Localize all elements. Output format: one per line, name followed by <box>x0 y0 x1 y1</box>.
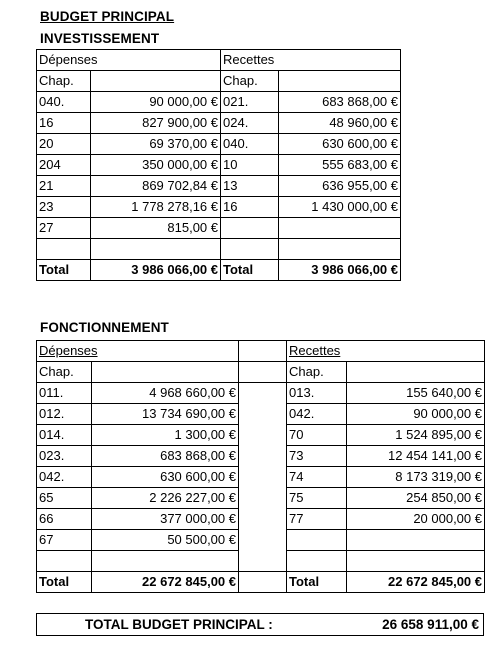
depense-chapter: 042. <box>37 467 92 488</box>
total-label: Total <box>37 260 91 281</box>
recette-amount: 1 430 000,00 € <box>279 197 401 218</box>
spacer-cell <box>239 425 287 446</box>
spacer-cell <box>239 509 287 530</box>
chap-header: Chap. <box>37 362 92 383</box>
table-row <box>37 197 401 218</box>
depense-chapter: 011. <box>37 383 92 404</box>
total-label: Total <box>37 572 92 593</box>
section-title-investissement: INVESTISSEMENT <box>40 31 160 46</box>
recette-amount: 254 850,00 € <box>347 488 485 509</box>
recette-amount <box>279 218 401 239</box>
depense-amount: 1 300,00 € <box>92 425 239 446</box>
recettes-header: Recettes <box>221 50 401 71</box>
depense-chapter: 012. <box>37 404 92 425</box>
spacer-cell <box>239 404 287 425</box>
recette-chapter: 16 <box>221 197 279 218</box>
empty-cell <box>37 239 91 260</box>
recette-amount: 630 600,00 € <box>279 134 401 155</box>
table-header-row <box>37 341 485 362</box>
recettes-total: 3 986 066,00 € <box>279 260 401 281</box>
depense-amount: 69 370,00 € <box>91 134 221 155</box>
empty-cell <box>347 362 485 383</box>
empty-cell <box>91 239 221 260</box>
total-label: Total <box>221 260 279 281</box>
table-row <box>37 218 401 239</box>
depense-chapter: 21 <box>37 176 91 197</box>
empty-cell <box>92 551 239 572</box>
fonctionnement-table-body <box>37 341 485 593</box>
depense-amount: 815,00 € <box>91 218 221 239</box>
spacer-cell <box>239 341 287 362</box>
fonctionnement-table <box>36 340 485 593</box>
recette-chapter: 77 <box>287 509 347 530</box>
grand-total-box <box>36 613 484 636</box>
spacer-cell <box>239 446 287 467</box>
table-subheader-row <box>37 362 485 383</box>
table-row <box>37 509 485 530</box>
depense-amount: 4 968 660,00 € <box>92 383 239 404</box>
table-row <box>37 134 401 155</box>
table-row <box>37 467 485 488</box>
table-row <box>37 176 401 197</box>
recette-amount: 155 640,00 € <box>347 383 485 404</box>
recette-chapter <box>287 530 347 551</box>
spacer-cell <box>239 488 287 509</box>
depense-amount: 630 600,00 € <box>92 467 239 488</box>
depenses-header: Dépenses <box>37 50 221 71</box>
depense-chapter: 023. <box>37 446 92 467</box>
depense-amount: 50 500,00 € <box>92 530 239 551</box>
table-row <box>37 383 485 404</box>
table-row <box>37 113 401 134</box>
empty-cell <box>279 239 401 260</box>
grand-total-value: 26 658 911,00 € <box>382 617 479 632</box>
blank-row <box>37 239 401 260</box>
spacer-cell <box>239 467 287 488</box>
depense-amount: 2 226 227,00 € <box>92 488 239 509</box>
table-row <box>37 92 401 113</box>
investissement-table <box>36 49 401 281</box>
depense-chapter: 23 <box>37 197 91 218</box>
investissement-table-body <box>37 50 401 281</box>
empty-cell <box>221 239 279 260</box>
recette-chapter: 021. <box>221 92 279 113</box>
table-row <box>37 404 485 425</box>
depense-amount: 827 900,00 € <box>91 113 221 134</box>
depense-chapter: 014. <box>37 425 92 446</box>
recettes-total: 22 672 845,00 € <box>347 572 485 593</box>
page-title: BUDGET PRINCIPAL <box>40 9 175 24</box>
total-row <box>37 260 401 281</box>
recette-chapter <box>221 218 279 239</box>
grand-total-label: TOTAL BUDGET PRINCIPAL : <box>85 617 273 632</box>
depense-chapter: 040. <box>37 92 91 113</box>
table-row <box>37 488 485 509</box>
depense-amount: 13 734 690,00 € <box>92 404 239 425</box>
depense-chapter: 67 <box>37 530 92 551</box>
recette-chapter: 042. <box>287 404 347 425</box>
recette-amount: 555 683,00 € <box>279 155 401 176</box>
recette-amount: 636 955,00 € <box>279 176 401 197</box>
spacer-cell <box>239 362 287 383</box>
depense-amount: 350 000,00 € <box>91 155 221 176</box>
recette-amount: 20 000,00 € <box>347 509 485 530</box>
depense-chapter: 27 <box>37 218 91 239</box>
depense-chapter: 20 <box>37 134 91 155</box>
recette-chapter: 040. <box>221 134 279 155</box>
depense-chapter: 65 <box>37 488 92 509</box>
recette-amount: 90 000,00 € <box>347 404 485 425</box>
total-label: Total <box>287 572 347 593</box>
empty-cell <box>287 551 347 572</box>
spacer-cell <box>239 551 287 572</box>
recette-amount: 8 173 319,00 € <box>347 467 485 488</box>
recette-amount: 12 454 141,00 € <box>347 446 485 467</box>
depenses-header <box>37 341 239 362</box>
recette-chapter: 73 <box>287 446 347 467</box>
spacer-cell <box>239 383 287 404</box>
depense-chapter: 16 <box>37 113 91 134</box>
empty-cell <box>37 551 92 572</box>
recette-chapter: 013. <box>287 383 347 404</box>
recette-amount: 1 524 895,00 € <box>347 425 485 446</box>
table-row <box>37 530 485 551</box>
depenses-total: 22 672 845,00 € <box>92 572 239 593</box>
total-row <box>37 572 485 593</box>
empty-cell <box>92 362 239 383</box>
depense-amount: 869 702,84 € <box>91 176 221 197</box>
recette-chapter: 70 <box>287 425 347 446</box>
section-title-fonctionnement: FONCTIONNEMENT <box>40 320 169 335</box>
depense-amount: 1 778 278,16 € <box>91 197 221 218</box>
chap-header: Chap. <box>287 362 347 383</box>
table-row <box>37 425 485 446</box>
table-row <box>37 446 485 467</box>
depense-chapter: 66 <box>37 509 92 530</box>
table-row <box>37 155 401 176</box>
recette-amount: 683 868,00 € <box>279 92 401 113</box>
depense-amount: 90 000,00 € <box>91 92 221 113</box>
depense-amount: 377 000,00 € <box>92 509 239 530</box>
recette-chapter: 10 <box>221 155 279 176</box>
recette-amount <box>347 530 485 551</box>
chap-header: Chap. <box>37 71 91 92</box>
recette-chapter: 13 <box>221 176 279 197</box>
recette-chapter: 024. <box>221 113 279 134</box>
spacer-cell <box>239 530 287 551</box>
table-header-row <box>37 50 401 71</box>
recettes-header-label: Recettes <box>289 343 341 358</box>
recette-amount: 48 960,00 € <box>279 113 401 134</box>
blank-row <box>37 551 485 572</box>
recettes-header <box>287 341 485 362</box>
depenses-total: 3 986 066,00 € <box>91 260 221 281</box>
depense-amount: 683 868,00 € <box>92 446 239 467</box>
depense-chapter: 204 <box>37 155 91 176</box>
empty-cell <box>91 71 221 92</box>
table-subheader-row <box>37 71 401 92</box>
chap-header: Chap. <box>221 71 279 92</box>
spacer-cell <box>239 572 287 593</box>
depenses-header-label: Dépenses <box>39 343 98 358</box>
empty-cell <box>347 551 485 572</box>
recette-chapter: 74 <box>287 467 347 488</box>
empty-cell <box>279 71 401 92</box>
recette-chapter: 75 <box>287 488 347 509</box>
